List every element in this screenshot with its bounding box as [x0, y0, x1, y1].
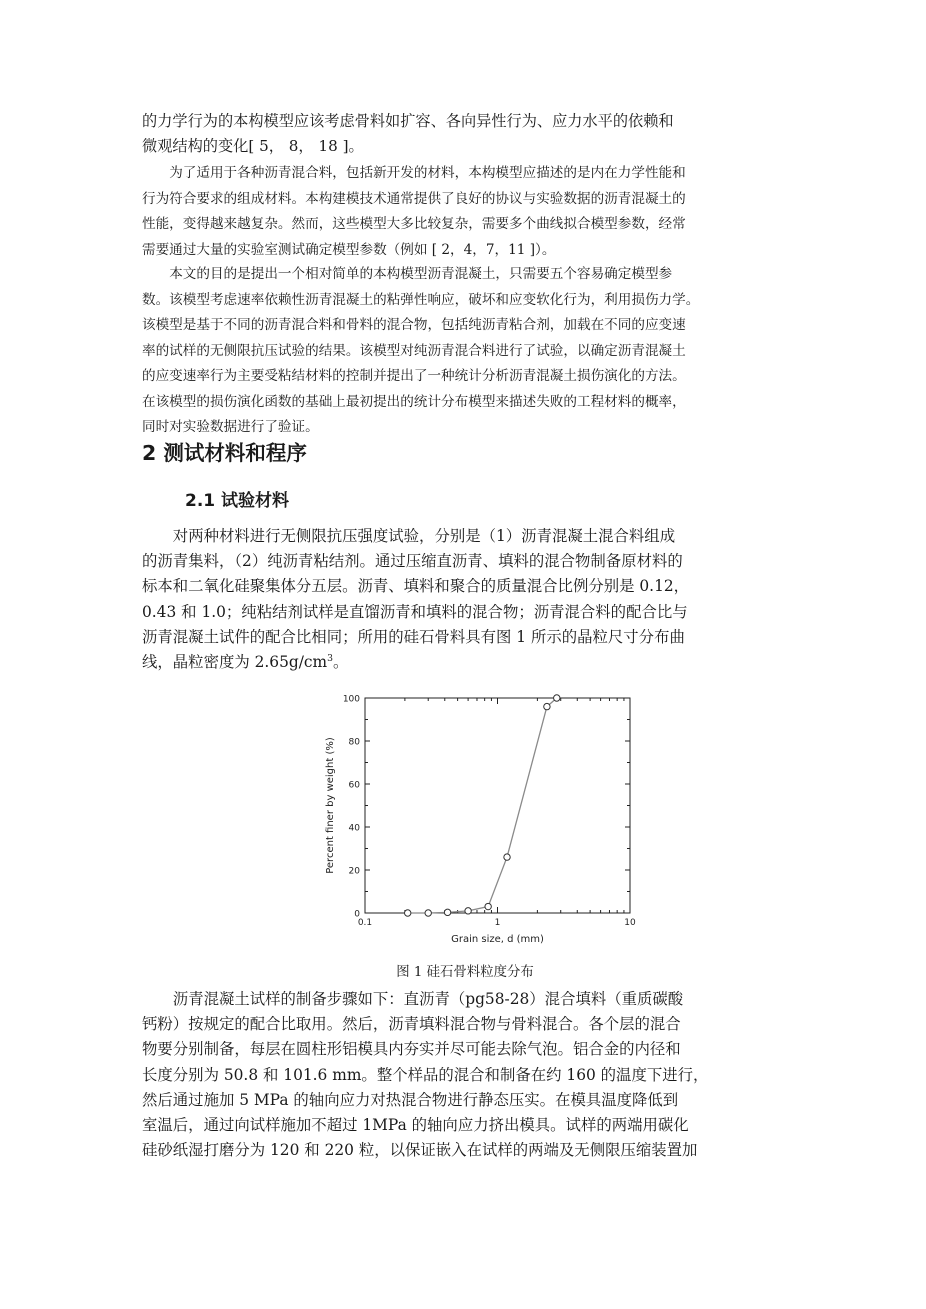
x-axis-label: Grain size, d (mm) [451, 934, 544, 945]
text-line: 硅砂纸湿打磨分为 120 和 220 粒，以保证嵌入在试样的两端及无侧限压缩装置加 [142, 1141, 698, 1160]
y-tick-label: 40 [348, 823, 360, 834]
data-point [485, 903, 491, 909]
data-point [544, 703, 550, 709]
text-line: 的力学行为的本构模型应该考虑骨料如扩容、各向异性行为、应力水平的依赖和 [142, 112, 674, 130]
y-tick-label: 20 [348, 866, 360, 877]
data-point [554, 695, 560, 701]
text-line: 的应变速率行为主要受粘结材料的控制并提出了一种统计分析沥青混凝土损伤演化的方法。 [142, 368, 686, 384]
text-line: 同时对实验数据进行了验证。 [142, 419, 319, 435]
section-heading: 2 测试材料和程序 [142, 441, 307, 465]
text-line: 为了适用于各种沥青混合料，包括新开发的材料，本构模型应描述的是内在力学性能和 [169, 165, 686, 181]
y-tick-label: 80 [348, 737, 360, 748]
text-line: 0.43 和 1.0；纯粘结剂试样是直馏沥青和填料的混合物；沥青混合料的配合比与 [142, 602, 688, 621]
text-line: 该模型是基于不同的沥青混合料和骨料的混合物，包括纯沥青粘合剂，加载在不同的应变速 [142, 317, 686, 333]
x-tick-label: 0.1 [357, 918, 373, 928]
text-line-last [142, 650, 788, 675]
y-axis-label: Percent finer by weight (%) [325, 737, 336, 874]
text-line: 率的试样的无侧限抗压试验的结果。该模型对纯沥青混合料进行了试验，以确定沥青混凝土 [142, 342, 686, 359]
text-span: 线，晶粒密度为 2.65g/cm [142, 653, 328, 672]
text-line: 在该模型的损伤演化函数的基础上最初提出的统计分布模型来描述失败的工程材料的概率， [142, 393, 686, 410]
text-line: 钙粉）按规定的配合比取用。然后，沥青填料混合物与骨料混合。各个层的混合 [142, 1015, 681, 1034]
data-point [465, 908, 471, 914]
text-line: 数。该模型考虑速率依赖性沥青混凝土的粘弹性响应，破坏和应变软化行为，利用损伤力学。 [142, 291, 700, 308]
text-span: 。 [333, 653, 349, 672]
text-line: 本文的目的是提出一个相对简单的本构模型沥青混凝土，只需要五个容易确定模型参 [169, 266, 673, 282]
text-line: 物要分别制备，每层在圆柱形铝模具内夯实并尽可能去除气泡。铝合金的内径和 [142, 1040, 681, 1059]
y-tick-label: 100 [342, 694, 360, 705]
subsection-heading: 2.1 试验材料 [185, 491, 290, 511]
data-point [425, 910, 431, 916]
text-line: 室温后，通过向试样施加不超过 1MPa 的轴向应力挤出模具。试样的两端用碳化 [142, 1116, 689, 1135]
y-tick-label: 60 [348, 780, 360, 791]
paragraph-4 [142, 524, 788, 675]
text-line: 行为符合要求的组成材料。本构建模技术通常提供了良好的协议与实验数据的沥青混凝土的 [142, 190, 686, 207]
text-line: 需要通过大量的实验室测试确定模型参数（例如 [ 2，4，7，11 ]）。 [142, 241, 556, 258]
data-point [444, 909, 450, 915]
text-line: 沥青混凝土试件的配合比相同；所用的硅石骨料具有图 1 所示的晶粒尺寸分布曲 [142, 627, 685, 646]
text-line: 性能，变得越来越复杂。然而，这些模型大多比较复杂，需要多个曲线拟合模型参数，经常 [142, 216, 686, 232]
y-tick-label: 0 [354, 909, 360, 920]
paragraph-2 [142, 161, 788, 263]
paragraph-5 [142, 987, 788, 1163]
superscript: 3 [327, 652, 334, 664]
data-point [404, 910, 410, 916]
text-line: 微观结构的变化[ 5， 8， 18 ]。 [142, 137, 364, 155]
text-line: 然后通过施加 5 MPa 的轴向应力对热混合物进行静态压实。在模具温度降低到 [142, 1090, 679, 1109]
text-line: 长度分别为 50.8 和 101.6 mm。整个样品的混合和制备在约 160 的温度下进行， [142, 1065, 709, 1084]
x-tick-label: 10 [624, 918, 636, 928]
grain-size-chart [315, 688, 645, 950]
series-line [408, 698, 557, 913]
text-line: 的沥青集料，（2）纯沥青粘结剂。通过压缩直沥青、填料的混合物制备原材料的 [142, 552, 683, 571]
x-tick-label: 1 [494, 918, 501, 928]
data-point [504, 854, 510, 860]
intro-paragraph [142, 109, 788, 159]
text-line: 标本和二氧化硅聚集体分五层。沥青、填料和聚合的质量混合比例分别是 0.12， [142, 577, 690, 596]
text-line: 对两种材料进行无侧限抗压强度试验，分别是（1）沥青混凝土混合料组成 [172, 527, 676, 545]
text-line: 沥青混凝土试样的制备步骤如下：直沥青（pg58-28）混合填料（重质碳酸 [172, 990, 684, 1008]
figure-caption: 图 1 硅石骨料粒度分布 [396, 965, 534, 980]
paragraph-3 [142, 262, 788, 441]
